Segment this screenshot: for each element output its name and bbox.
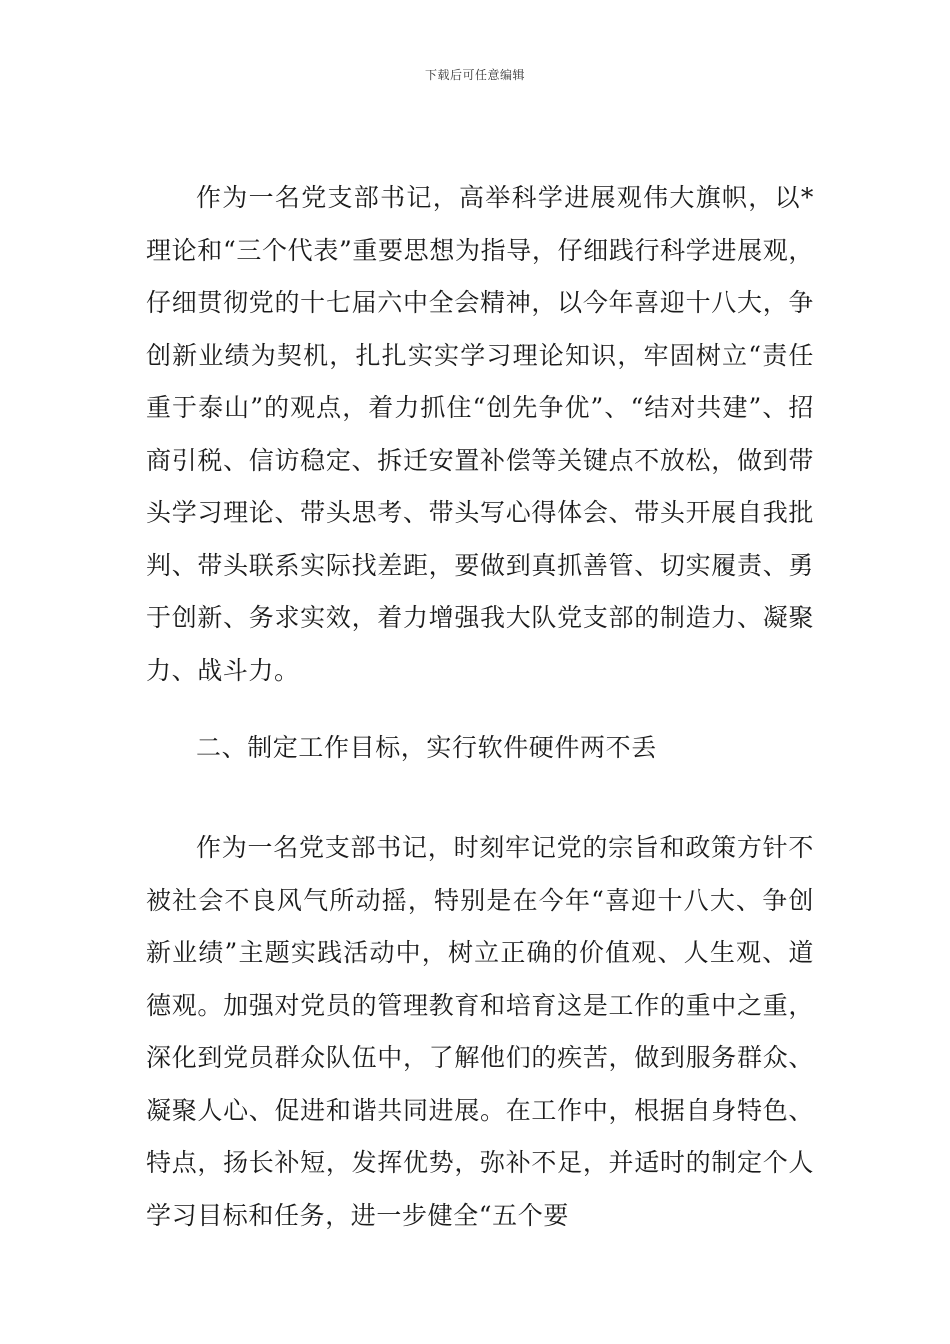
- paragraph-2: 作为一名党支部书记，时刻牢记党的宗旨和政策方针不被社会不良风气所动摇，特别是在今年“喜迎十八大、争创新业绩”主题实践活动中，树立正确的价值观、人生观、道德观。加强对党员的管理教育和培育这是工作的重中之重，深化到党员群众队伍中，了解他们的疾苦，做到服务群众、凝聚人心、促进和谐共同进展。在工作中，根据自身特色、特点，扬长补短，发挥优势，弥补不足，并适时的制定个人学习目标和任务，进一步健全“五个要: [146, 833, 814, 1230]
- paragraph-1: 作为一名党支部书记，高举科学进展观伟大旗帜，以*理论和“三个代表”重要思想为指导，仔细践行科学进展观，仔细贯彻党的十七届六中全会精神，以今年喜迎十八大，争创新业绩为契机，扎扎实实学习理论知识，牢固树立“责任重于泰山”的观点，着力抓住“创先争优”、“结对共建”、招商引税、信访稳定、拆迁安置补偿等关键点不放松，做到带头学习理论、带头思考、带头写心得体会、带头开展自我批判、带头联系实际找差距，要做到真抓善管、切实履责、勇于创新、务求实效，着力增强我大队党支部的制造力、凝聚力、战斗力。: [146, 183, 814, 685]
- section-heading-2: 二、制定工作目标，实行软件硬件两不丢: [196, 733, 657, 762]
- header-note: 下载后可任意编辑: [424, 68, 525, 82]
